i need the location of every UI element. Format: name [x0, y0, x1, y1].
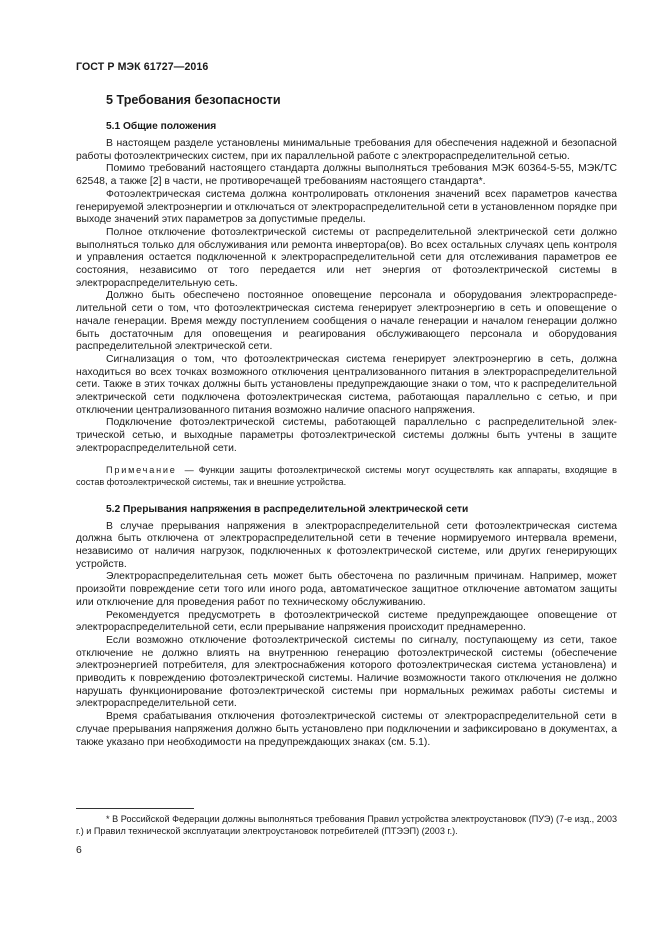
paragraph: Должно быть обеспечено постоянное оповещение персонала и оборудования электрораспределительной сети о том, что фотоэлектрическая система генерирует электроэнергию в сеть и оповещение о начале генерации. Время между поступлением сообщения о начале генерации и началом генерации должно быть достаточным для оповещения и реагирования обслуживающего персонала и оборудования распределительной электрической сети. [76, 290, 617, 353]
footnote-divider [76, 808, 194, 809]
paragraph: Полное отключение фотоэлектрической системы от распределительной электрической сети должно выполняться только для обслуживания или ремонта инвертора(ов). Во всех остальных случаях цепь контроля и управления остается подключенной к электрораспределительной сети для отслеживания параметров ее состояния, независимо от того передается или нет энергия от фотоэлектрической системы в электрораспределительную сеть. [76, 226, 617, 289]
paragraph: В настоящем разделе установлены минимальные требования для обеспечения надежной и безопасной работы фотоэлектрических систем, при их параллельной работе с электрораспределительной сетью. [76, 138, 617, 162]
document-header: ГОСТ Р МЭК 61727—2016 [76, 61, 209, 73]
note-text: — Функции защиты фотоэлектрической системы могут осуществлять как аппараты, входящие в состав фотоэлектрической системы, так и внешние устройства. [76, 464, 617, 487]
paragraph: Если возможно отключение фотоэлектрической системы по сигналу, поступающему из сети, такое отключение не должно влиять на внутреннюю генерацию фотоэлектрической системы (обеспечение электроэнергией потребителя, для электроснабжения которого фотоэлектрическая система установлена) и приводить к повреждению фотоэлектрической системы. Наличие возможности такого отключения не должно нарушать функционирование фотоэлектрической системы при нормальных режимах работы системы и электрораспределительной сети. [76, 634, 617, 710]
footnote-text: * В Российской Федерации должны выполняться требования Правил устройства электроустановок (ПУЭ) (7-е изд., 2003 г.) и Правил технической эксплуатации электроустановок потребителей (ПТЭЭП) (2003 г.). [76, 814, 617, 836]
footnote [76, 813, 617, 837]
note [76, 464, 617, 488]
page-content [76, 92, 617, 749]
page-number: 6 [76, 845, 82, 856]
paragraph: Подключение фотоэлектрической системы, работающей параллельно с распределительной электрической сетью, и выходные параметры фотоэлектрической системы должны быть учтены в защите электрораспределительной сети. [76, 417, 617, 454]
subsection-5-1-title: 5.1 Общие положения [106, 121, 217, 132]
subsection-5-2-title: 5.2 Прерывания напряжения в распределительной электрической сети [106, 503, 469, 515]
paragraph: Рекомендуется предусмотреть в фотоэлектрической системе предупреждающее оповещение от электрораспределительной сети, если прерывание напряжения происходит преднамеренно. [76, 609, 617, 634]
paragraph: Фотоэлектрическая система должна контролировать отклонения значений всех параметров качества генерируемой электроэнергии и отключаться от электрораспределительной сети в установленном порядке при выходе значений этих параметров за допустимые пределы. [76, 188, 617, 226]
paragraph: Время срабатывания отключения фотоэлектрической системы от электрораспределительной сети в случае прерывания напряжения должно быть установлено при подключении и зафиксировано в документах, а также указано при необходимости на предупреждающих знаках (см. 5.1). [76, 711, 617, 748]
paragraph: Сигнализация о том, что фотоэлектрическая система генерирует электроэнергию в сеть, должна находиться во всех точках возможного отключения централизованного питания в электрораспределительной сети. Также в этих точках должны быть установлены предупреждающие знаки о том, что к распределительной электрической сети подключена фотоэлектрическая система, работающая параллельно с сетью, и при отключении централизованного питания возможно наличие опасного напряжения. [76, 353, 617, 416]
section-5-title: 5 Требования безопасности [106, 93, 281, 107]
paragraph: В случае прерывания напряжения в электрораспределительной сети фотоэлектрическая система должна быть отключена от электрораспределительной сети в течение нормируемого интервала времени, независимо от наличия нагрузок, подключенных к фотоэлектрической системе, или других генерирующих устройств. [76, 520, 617, 570]
paragraph: Помимо требований настоящего стандарта должны выполняться требования МЭК 60364-5-55, МЭК/ТС 62548, а также [2] в части, не противоречащей требованиям настоящего стандарта*. [76, 163, 617, 188]
paragraph: Электрораспределительная сеть может быть обесточена по различным причинам. Например, может произойти повреждение сети того или иного рода, автоматическое защитное отключение автоматом защиты или отключение для проведения работ по техническому обслуживанию. [76, 571, 617, 608]
note-label: Примечание [106, 464, 177, 475]
